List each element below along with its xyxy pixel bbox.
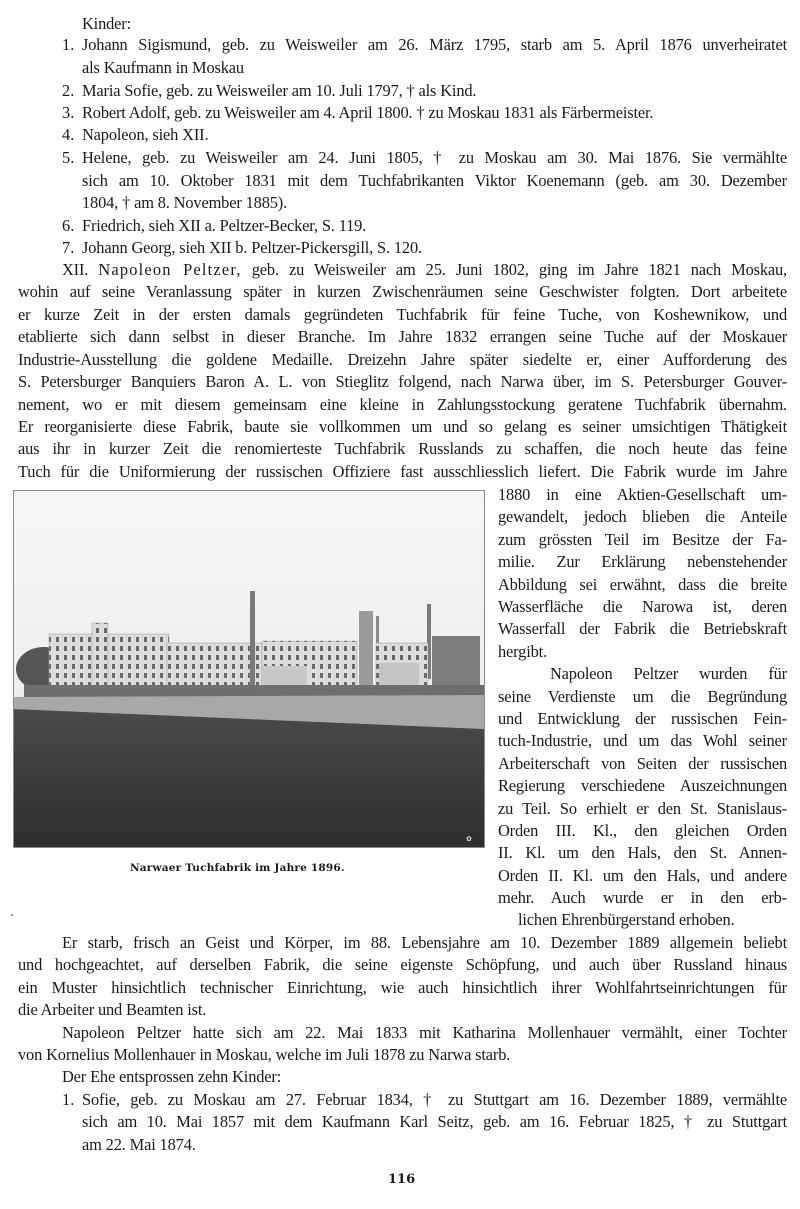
list-text: sich am 10. Oktober 1831 mit dem Tuchfabrikanten Viktor Koenemann (geb. am 30. Dezember	[82, 171, 787, 190]
paragraph-line: nement, wo er mit diesem gemeinsam eine kleine in Zahlungsstockung geratene Tuchfabrik übernahm.	[18, 395, 787, 414]
person-name: Napoleon Peltzer,	[98, 260, 242, 279]
low-building	[262, 666, 307, 688]
column-line: Arbeiterschaft von Seiten der russischen	[498, 754, 787, 773]
column-line: 1880 in eine Aktien-Gesellschaft um-	[498, 485, 787, 504]
list-text: 1804, † am 8. November 1885).	[82, 193, 288, 212]
list-number: 2.	[62, 81, 75, 100]
building-center	[167, 643, 262, 686]
kinder-heading: Kinder:	[82, 14, 132, 33]
factory-photo	[13, 490, 485, 848]
column-line: hergibt.	[498, 642, 548, 661]
list-text: sich am 10. Mai 1857 mit dem Kaufmann Karl Seitz, geb. am 16. Februar 1825, † zu Stuttgart	[82, 1112, 787, 1131]
low-building	[379, 663, 419, 688]
list-text: Maria Sofie, geb. zu Weisweiler am 10. Juli 1797, † als Kind.	[82, 81, 477, 100]
list-text: am 22. Mai 1874.	[82, 1135, 196, 1154]
column-line: gewandelt, jedoch blieben die Anteile	[498, 507, 787, 526]
list-number: 4.	[62, 125, 75, 144]
chimney	[250, 591, 255, 686]
column-line: Regierung verschiedene Auszeichnungen	[498, 776, 787, 795]
paragraph-line: S. Petersburger Banquiers Baron A. L. von Stieglitz folgend, nach Narwa über, im S. Petersburger Gouver-	[18, 372, 787, 391]
list-text: Johann Sigismund, geb. zu Weisweiler am 26. März 1795, starb am 5. April 1876 unverheiratet	[82, 35, 787, 54]
column-line: milie. Zur Erklärung nebenstehender	[498, 552, 787, 571]
paragraph-line: von Kornelius Mollenhauer in Moskau, welche im Juli 1878 zu Narwa starb.	[18, 1045, 511, 1064]
list-number: 1.	[62, 1090, 75, 1109]
building-dark-right	[432, 636, 480, 686]
column-line: seine Verdienste um die Begründung	[498, 687, 787, 706]
paragraph-line: wohin auf seine Veranlassung später in kurzen Zwischenräumen seine Geschwister folgten. Dort arbeitete	[18, 282, 787, 301]
column-line: zum grössten Teil im Besitze der Fa-	[498, 530, 787, 549]
photographer-mark-icon: ✿	[466, 835, 472, 843]
paragraph-line: ein Muster hinsichtlich technischer Einrichtung, wie auch hinsichtlich ihrer Wohlfahrtseinrichtungen für	[18, 978, 787, 997]
list-number: 7.	[62, 238, 75, 257]
column-line: tuch-Industrie, und um das Wohl seiner	[498, 731, 787, 750]
paragraph-line: Industrie-Ausstellung die goldene Medaille. Dreizehn Jahre später siedelte er, einer Aufforderung des	[18, 350, 787, 369]
paragraph-line: Tuch für die Uniformierung der russischen Offiziere fast ausschliesslich liefert. Die Fabrik wurde im Jahre	[18, 462, 787, 481]
column-line: Napoleon Peltzer wurden für	[550, 664, 787, 683]
column-line: zu Teil. So erhielt er den St. Stanislaus-	[498, 799, 787, 818]
paragraph-line: Er starb, frisch an Geist und Körper, im 88. Lebensjahre am 10. Dezember 1889 allgemein beliebt	[62, 933, 787, 952]
column-line: und Entwicklung der russischen Fein-	[498, 709, 787, 728]
chimney	[376, 616, 379, 646]
paragraph-line: Napoleon Peltzer hatte sich am 22. Mai 1833 mit Katharina Mollenhauer vermählt, einer Tochter	[62, 1023, 787, 1042]
figure-caption: Narwaer Tuchfabrik im Jahre 1896.	[130, 862, 345, 874]
margin-speck	[11, 914, 13, 916]
list-text: Friedrich, sieh XII a. Peltzer-Becker, S. 119.	[82, 216, 367, 235]
paragraph-line: etablierte sich dann selbst in dieser Branche. Im Jahre 1832 errangen seine Tuche auf der Moskauer	[18, 327, 787, 346]
list-text: Robert Adolf, geb. zu Weisweiler am 4. April 1800. † zu Moskau 1831 als Färbermeister.	[82, 103, 654, 122]
factory-photo-illustration	[14, 491, 484, 847]
page-number: 116	[388, 1172, 416, 1187]
section-first-line	[62, 259, 787, 281]
column-line: Orden II. Kl. um den Hals, und andere	[498, 866, 787, 885]
column-line: Wasserfall der Fabrik die Betriebskraft	[498, 619, 787, 638]
section-numeral: XII.	[62, 260, 89, 279]
column-line: II. Kl. um den Hals, den St. Annen-	[498, 843, 787, 862]
list-text: Helene, geb. zu Weisweiler am 24. Juni 1805, † zu Moskau am 30. Mai 1876. Sie vermählte	[82, 148, 787, 167]
list-text: Napoleon, sieh XII.	[82, 125, 209, 144]
list-number: 5.	[62, 148, 75, 167]
column-line: mehr. Auch wurde er in den erb-	[498, 888, 787, 907]
list-number: 1.	[62, 35, 75, 54]
column-line: Abbildung sei erwähnt, dass die breite	[498, 575, 787, 594]
column-line: Wasserfläche die Narowa ist, deren	[498, 597, 787, 616]
column-line: lichen Ehrenbürgerstand erhoben.	[518, 910, 735, 929]
children-heading: Der Ehe entsprossen zehn Kinder:	[62, 1067, 282, 1086]
list-number: 3.	[62, 103, 75, 122]
list-number: 6.	[62, 216, 75, 235]
paragraph-line: er kurze Zeit in der ersten damals gegründeten Tuchfabrik für feine Tuche, von Koshewnikow, und	[18, 305, 787, 324]
list-text: Sofie, geb. zu Moskau am 27. Februar 1834, † zu Stuttgart am 16. Dezember 1889, vermählte	[82, 1090, 787, 1109]
building-tower	[92, 623, 108, 686]
paragraph-line: die Arbeiter und Beamten ist.	[18, 1000, 207, 1019]
column-line: Orden III. Kl., den gleichen Orden	[498, 821, 787, 840]
field	[14, 709, 484, 847]
building-left-wing	[49, 634, 169, 686]
paragraph-line: Er reorganisierte diese Fabrik, baute sie vollkommen um und so gelang es seiner umsichtigen Thätigkeit	[18, 417, 787, 436]
section-first-line-text: geb. zu Weisweiler am 25. Juni 1802, ging im Jahre 1821 nach Moskau,	[251, 260, 788, 279]
paragraph-line: aus ihr in kurzer Zeit die renomierteste Tuchfabrik Russlands zu schaffen, die noch heute das feine	[18, 439, 787, 458]
list-text: als Kaufmann in Moskau	[82, 58, 244, 77]
paragraph-line: und hochgeachtet, auf derselben Fabrik, die seine eigenste Schöpfung, und auch über Russland hinaus	[18, 955, 787, 974]
list-text: Johann Georg, sieh XII b. Peltzer-Pickersgill, S. 120.	[82, 238, 422, 257]
chimney-tower	[359, 611, 373, 686]
